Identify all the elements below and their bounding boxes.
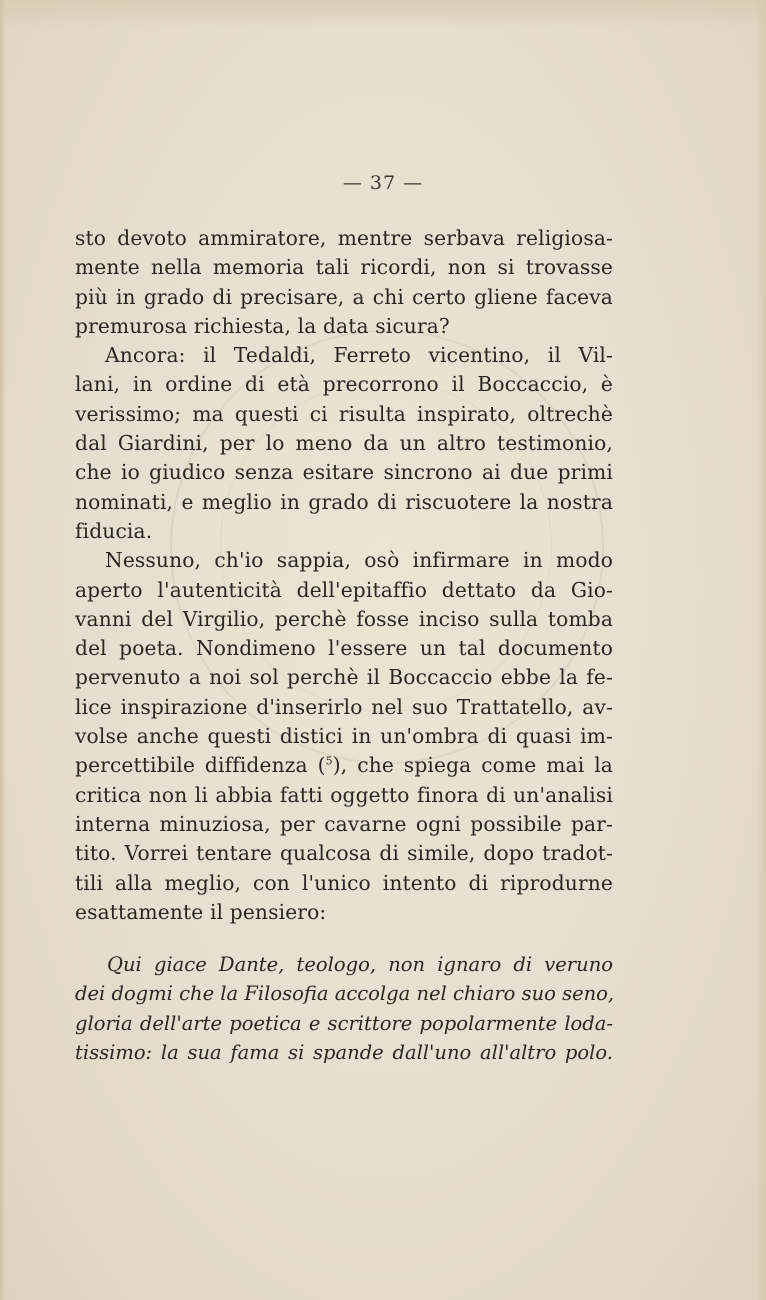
text-line: tito. Vorrei tentare qualcosa di simile, dopo tradot-: [75, 841, 613, 866]
text-line: mente nella memoria tali ricordi, non si trovasse: [75, 255, 613, 280]
text-line: volse anche questi distici in un'ombra di quasi im-: [75, 724, 613, 749]
footnote-reference[interactable]: 5: [325, 754, 333, 768]
text-line: lice inspirazione d'inserirlo nel suo Trattatello, av-: [75, 694, 613, 719]
verse-line: tissimo: la sua fama si spande dall'uno all'altro polo.: [75, 1040, 613, 1064]
text-line: verissimo; ma questi ci risulta inspirato, oltrechè: [75, 401, 613, 426]
text-line: Ancora: il Tedaldi, Ferreto vicentino, il Vil-: [105, 343, 613, 368]
verse-line: dei dogmi che la Filosofia accolga nel chiaro suo seno,: [75, 982, 615, 1006]
paragraph-1: [75, 224, 613, 341]
text-line: lani, in ordine di età precorrono il Boccaccio, è: [75, 372, 613, 397]
page-edge-right: [756, 0, 766, 1300]
text-line: critica non li abbia fatti oggetto finora di un'analisi: [75, 782, 613, 807]
text-segment: ), che spiega come mai la: [332, 753, 613, 778]
text-line: più in grado di precisare, a chi certo gliene faceva: [75, 284, 613, 309]
text-line-with-footnote: [75, 751, 613, 780]
epitaph-translation: [75, 950, 613, 1067]
text-line: interna minuziosa, per cavarne ogni possibile par-: [75, 811, 613, 836]
text-line: pervenuto a noi sol perchè il Boccaccio ebbe la fe-: [75, 665, 613, 690]
text-line: premurosa richiesta, la data sicura?: [75, 313, 450, 338]
text-line: del poeta. Nondimeno l'essere un tal documento: [75, 636, 613, 661]
verse-line: Qui giace Dante, teologo, non ignaro di veruno: [107, 953, 613, 976]
text-line: sto devoto ammiratore, mentre serbava religiosa-: [75, 226, 613, 250]
text-line: esattamente il pensiero:: [75, 899, 327, 924]
text-line: dal Giardini, per lo meno da un altro testimonio,: [75, 431, 613, 456]
text-line: fiducia.: [75, 518, 153, 543]
body-text: [75, 224, 613, 927]
text-line: tili alla meglio, con l'unico intento di riprodurne: [75, 870, 613, 895]
text-line: nominati, e meglio in grado di riscuotere la nostra: [75, 489, 613, 514]
text-line: aperto l'autenticità dell'epitaffio dettato da Gio-: [75, 577, 613, 602]
text-line: che io giudico senza esitare sincrono ai due primi: [75, 460, 613, 485]
paragraph-3: [75, 546, 613, 927]
page-edge-left: [0, 0, 6, 1300]
page-edge-top: [0, 0, 766, 28]
text-line: Nessuno, ch'io sappia, osò infirmare in modo: [105, 548, 613, 573]
verse-line: gloria dell'arte poetica e scrittore popolarmente loda-: [75, 1011, 613, 1035]
page-number: — 37 —: [342, 172, 424, 194]
paragraph-2: [75, 341, 613, 546]
text-line: vanni del Virgilio, perchè fosse inciso sulla tomba: [75, 606, 613, 631]
text-segment: percettibile diffidenza (: [75, 753, 326, 778]
